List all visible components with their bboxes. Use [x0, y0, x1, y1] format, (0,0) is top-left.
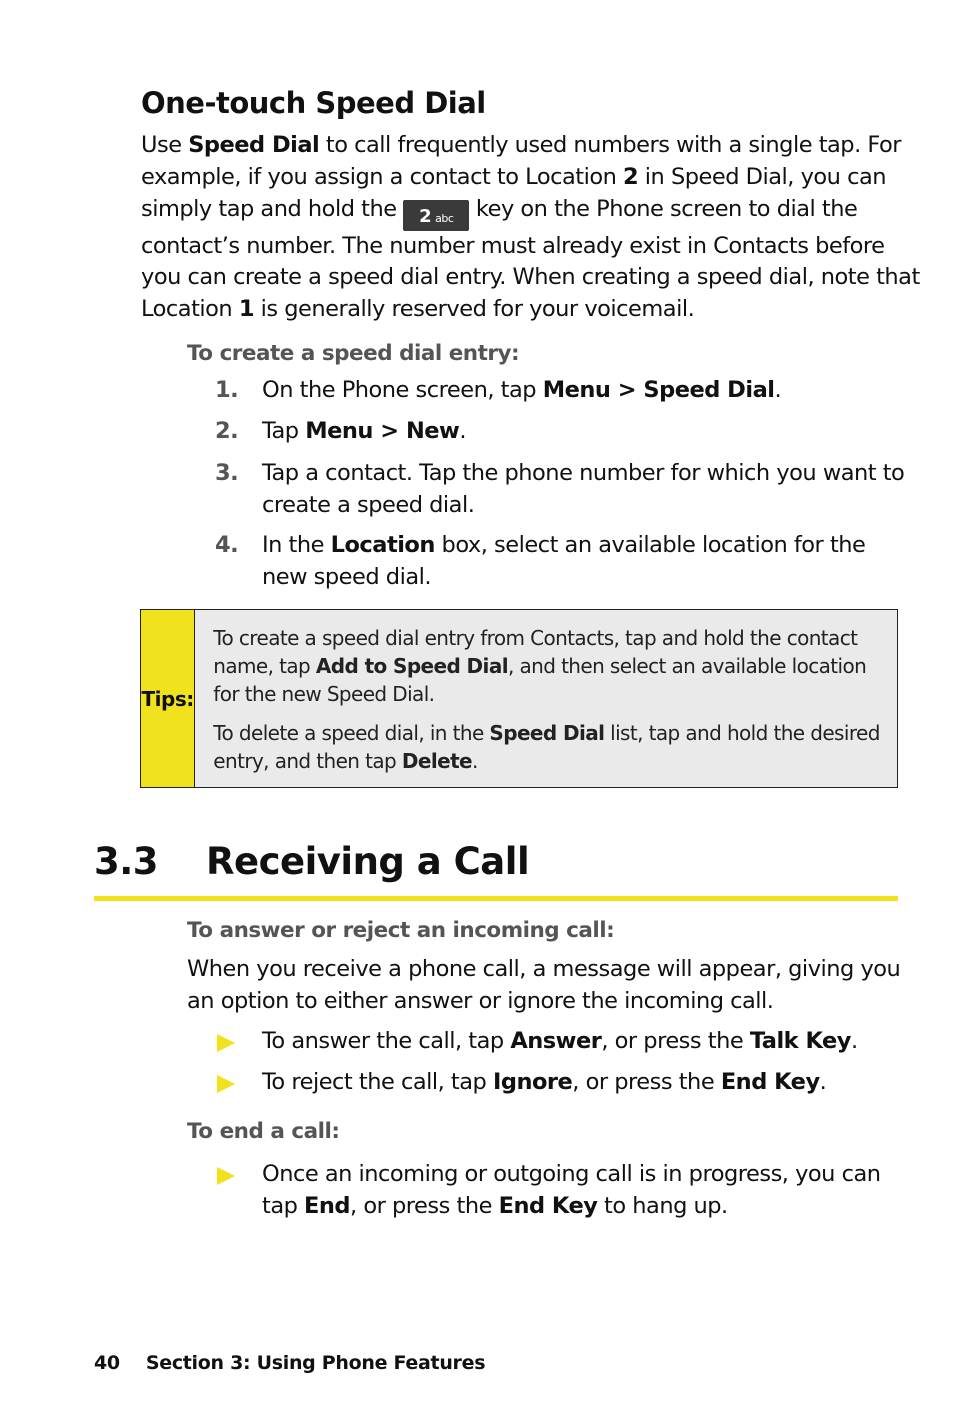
step-3: 3. Tap a contact. Tap the phone number for which you want to create a speed dial. [215, 460, 905, 518]
tip-delete: To delete a speed dial, in the Speed Dial list, tap and hold the desired entry, and then tap Delete. [213, 721, 880, 773]
tips-box [140, 609, 898, 788]
section-rule [94, 896, 898, 901]
create-entry-heading: To create a speed dial entry: [187, 341, 520, 366]
bullet-end-call: Once an incoming or outgoing call is in progress, you can tap End, or press the End Key to hang up. [215, 1159, 902, 1223]
tips-body [195, 610, 897, 787]
end-call-heading: To end a call: [187, 1119, 340, 1144]
bullet-reject: To reject the call, tap Ignore, or press the End Key. [215, 1067, 902, 1099]
bullet-answer: To answer the call, tap Answer, or press the Talk Key. [215, 1026, 902, 1058]
arrow-bullet-icon [217, 1034, 235, 1052]
tip-create: To create a speed dial entry from Contacts, tap and hold the contact name, tap Add to Speed Dial, and then select an available location for the new Speed Dial. [213, 626, 867, 706]
answer-reject-heading: To answer or reject an incoming call: [187, 918, 615, 943]
page-number: 40 [94, 1352, 120, 1374]
speed-dial-intro: Use Speed Dial to call frequently used numbers with a single tap. For example, if you assign a contact to Location 2 in Speed Dial, you can simply tap and hold the 2 abc key on the Phone screen to dial the contact’s number. The number must already exist in Contacts before you can create a speed dial entry. When creating a speed dial, note that Location 1 is generally reserved for your voicemail. [141, 132, 920, 323]
arrow-bullet-icon [217, 1075, 235, 1093]
step-2: 2. Tap Menu > New. [215, 418, 466, 444]
speed-dial-heading: One-touch Speed Dial [141, 86, 486, 120]
section-title: Receiving a Call [206, 840, 530, 883]
section-number: 3.3 [94, 840, 159, 883]
arrow-bullet-icon [217, 1167, 235, 1185]
key-2-abc-icon: 2 abc [403, 200, 469, 231]
tips-label-cell [141, 610, 195, 787]
tips-label: Tips: [141, 686, 194, 711]
step-1: 1. On the Phone screen, tap Menu > Speed Dial. [215, 377, 782, 403]
page-footer [94, 1352, 485, 1374]
footer-section-label: Section 3: Using Phone Features [145, 1352, 486, 1374]
step-4: 4. In the Location box, select an available location for the new speed dial. [215, 532, 866, 590]
answer-paragraph: When you receive a phone call, a message will appear, giving you an option to either answer or ignore the incoming call. [187, 956, 901, 1014]
